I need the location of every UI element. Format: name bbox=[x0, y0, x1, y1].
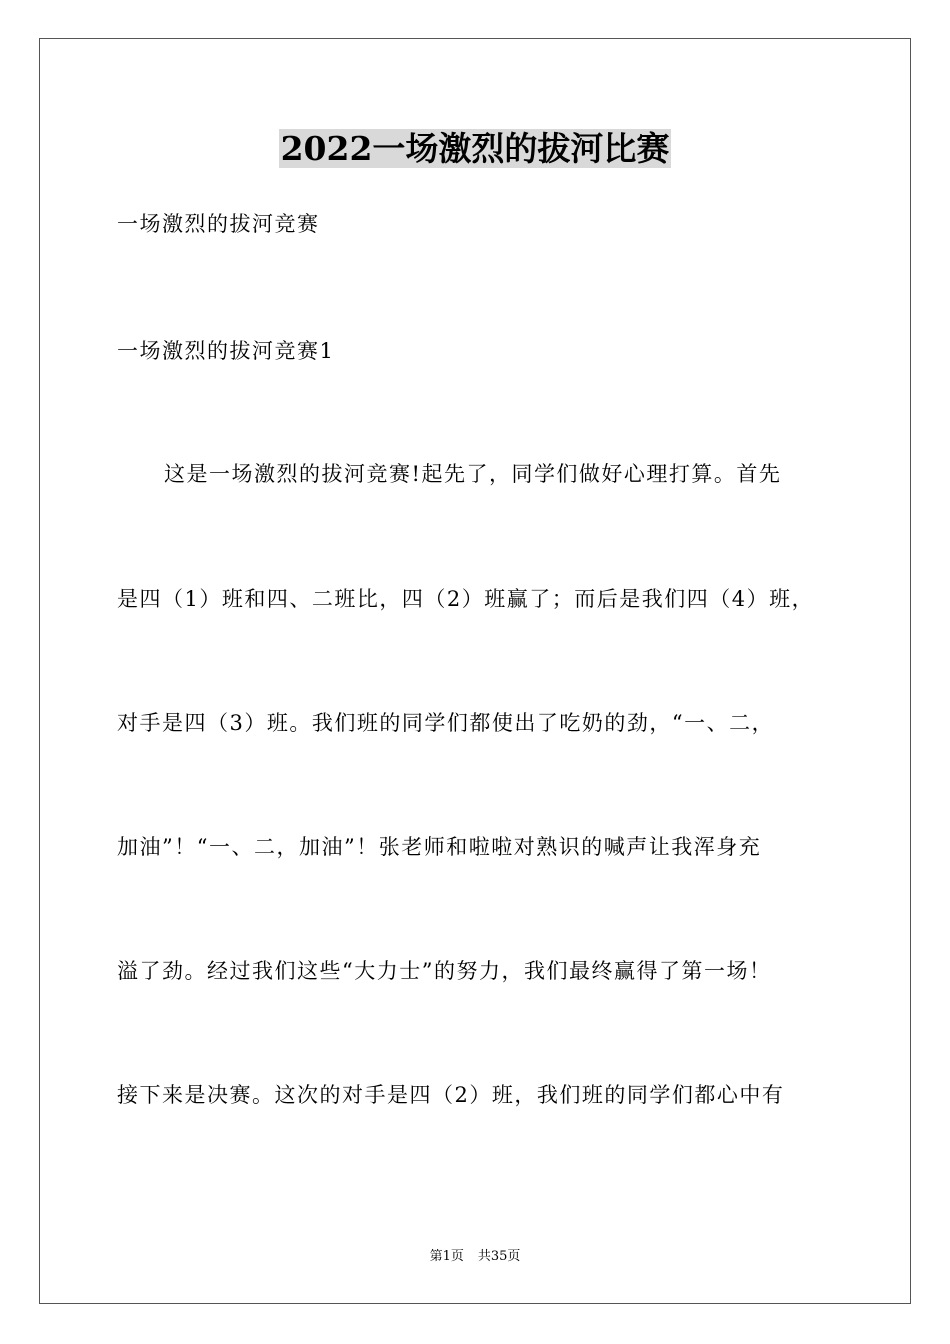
paragraph-line-1: 这是一场激烈的拔河竞赛!起先了，同学们做好心理打算。首先 bbox=[164, 462, 782, 486]
paragraph-line-5: 溢了劲。经过我们这些“大力士”的努力，我们最终赢得了第一场！ bbox=[117, 959, 772, 983]
document-title-text: 2022一场激烈的拔河比赛 bbox=[280, 129, 670, 168]
paragraph-line-3: 对手是四（3）班。我们班的同学们都使出了吃奶的劲，“一、二， bbox=[117, 711, 775, 735]
page-footer bbox=[0, 1248, 950, 1266]
section-heading: 一场激烈的拔河竞赛1 bbox=[117, 339, 335, 363]
page-number: 第1页 bbox=[429, 1249, 464, 1264]
paragraph-line-6: 接下来是决赛。这次的对手是四（2）班，我们班的同学们都心中有 bbox=[117, 1083, 785, 1107]
paragraph-line-4: 加油”！“一、二，加油”！张老师和啦啦对熟识的喊声让我浑身充 bbox=[117, 835, 762, 859]
document-subtitle: 一场激烈的拔河竞赛 bbox=[117, 212, 320, 236]
page-total: 共35页 bbox=[477, 1249, 521, 1264]
paragraph-line-2: 是四（1）班和四、二班比，四（2）班赢了；而后是我们四（4）班， bbox=[117, 587, 815, 611]
document-title bbox=[0, 126, 950, 172]
